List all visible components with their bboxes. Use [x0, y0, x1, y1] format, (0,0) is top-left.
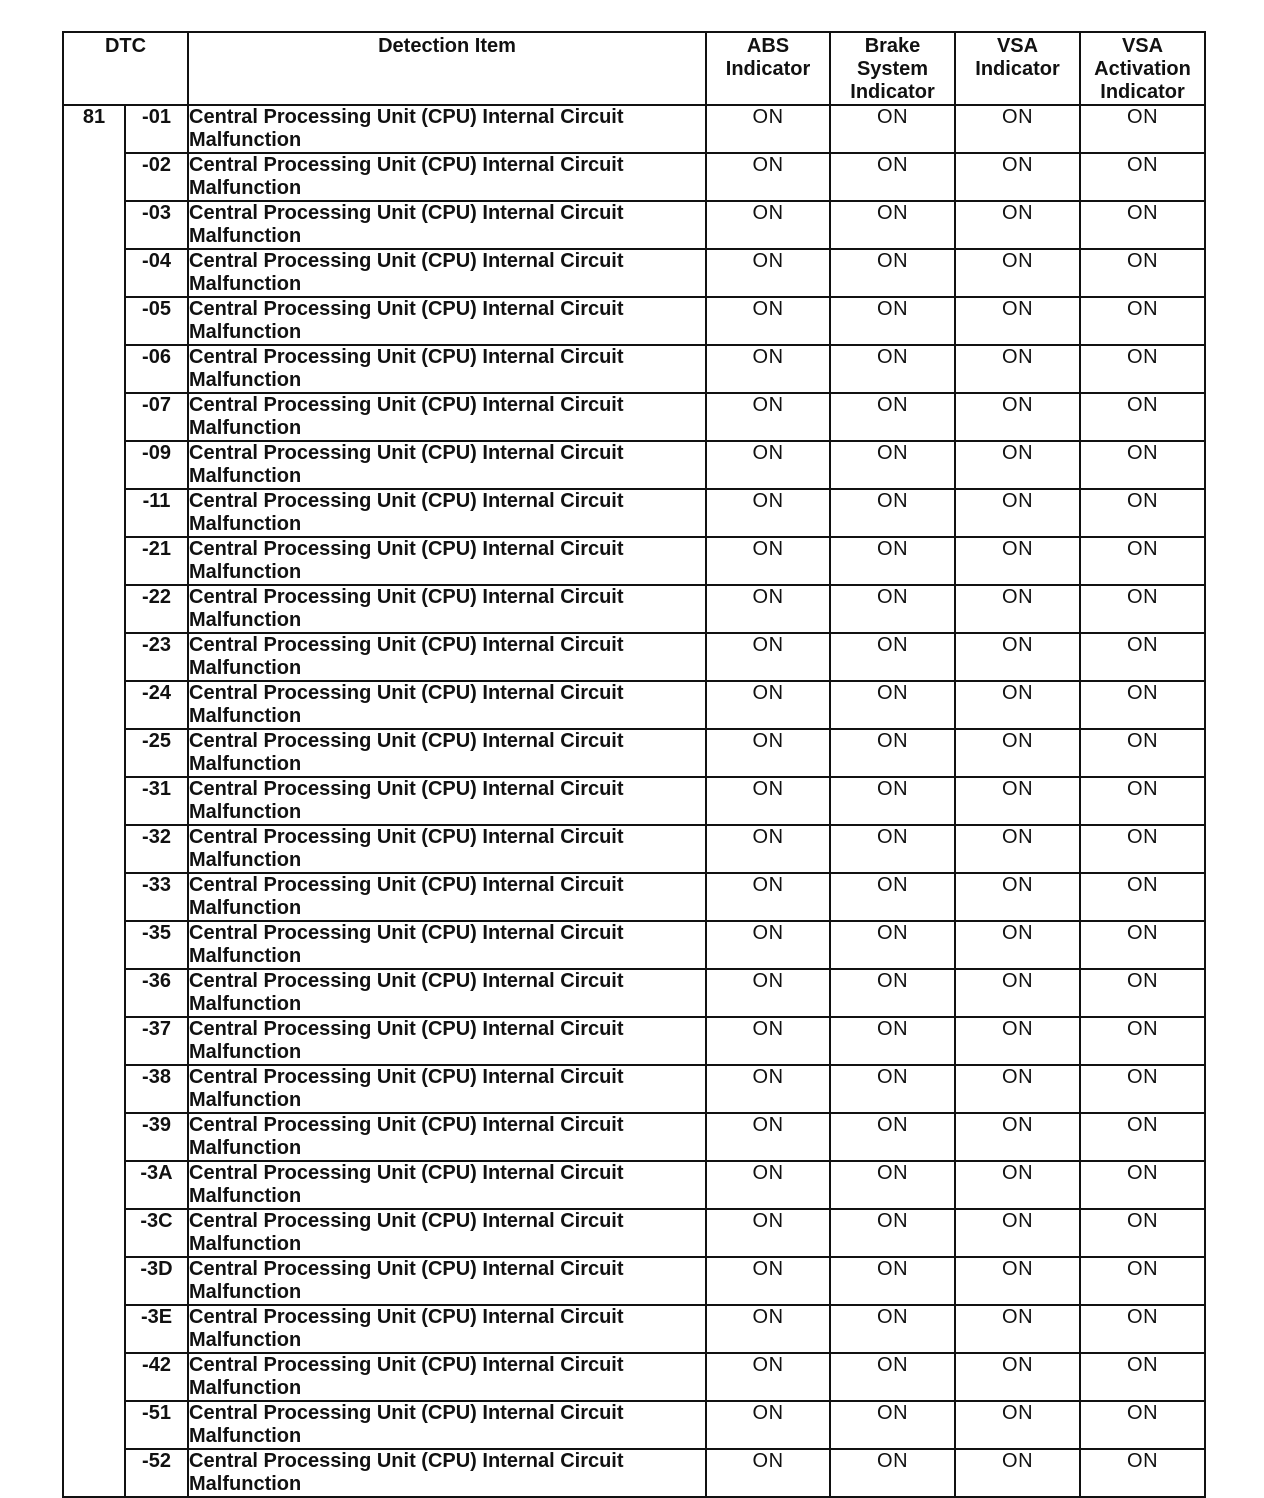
- vsa-indicator-value: ON: [955, 729, 1080, 777]
- brake-system-indicator-value: ON: [830, 1209, 955, 1257]
- table-row: [63, 1113, 1205, 1161]
- vsa-activation-indicator-value: ON: [1080, 1065, 1205, 1113]
- dtc-sub-code: -3D: [125, 1257, 188, 1305]
- brake-system-indicator-value: ON: [830, 1353, 955, 1401]
- dtc-sub-code: -07: [125, 393, 188, 441]
- dtc-sub-code: -38: [125, 1065, 188, 1113]
- vsa-activation-indicator-value: ON: [1080, 825, 1205, 873]
- dtc-sub-code: -33: [125, 873, 188, 921]
- detection-item-text: Central Processing Unit (CPU) Internal Circuit Malfunction: [188, 105, 706, 153]
- vsa-indicator-value: ON: [955, 1353, 1080, 1401]
- brake-system-indicator-value: ON: [830, 1113, 955, 1161]
- table-row: [63, 249, 1205, 297]
- table-row: [63, 1017, 1205, 1065]
- table-row: [63, 345, 1205, 393]
- vsa-indicator-value: ON: [955, 585, 1080, 633]
- vsa-activation-indicator-value: ON: [1080, 249, 1205, 297]
- abs-indicator-value: ON: [706, 345, 830, 393]
- vsa-activation-indicator-value: ON: [1080, 1257, 1205, 1305]
- vsa-indicator-value: ON: [955, 441, 1080, 489]
- vsa-indicator-value: ON: [955, 1065, 1080, 1113]
- vsa-activation-indicator-value: ON: [1080, 393, 1205, 441]
- detection-item-text: Central Processing Unit (CPU) Internal Circuit Malfunction: [188, 1449, 706, 1497]
- brake-system-indicator-value: ON: [830, 1257, 955, 1305]
- brake-system-indicator-value: ON: [830, 729, 955, 777]
- abs-indicator-value: ON: [706, 1257, 830, 1305]
- header-row: [63, 32, 1205, 105]
- detection-item-text: Central Processing Unit (CPU) Internal Circuit Malfunction: [188, 393, 706, 441]
- dtc-sub-code: -3A: [125, 1161, 188, 1209]
- table-row: [63, 1209, 1205, 1257]
- vsa-activation-indicator-value: ON: [1080, 969, 1205, 1017]
- brake-system-indicator-value: ON: [830, 1305, 955, 1353]
- detection-item-text: Central Processing Unit (CPU) Internal Circuit Malfunction: [188, 153, 706, 201]
- detection-item-text: Central Processing Unit (CPU) Internal Circuit Malfunction: [188, 1065, 706, 1113]
- vsa-indicator-value: ON: [955, 825, 1080, 873]
- detection-item-text: Central Processing Unit (CPU) Internal Circuit Malfunction: [188, 249, 706, 297]
- vsa-activation-indicator-value: ON: [1080, 1017, 1205, 1065]
- vsa-activation-indicator-value: ON: [1080, 1353, 1205, 1401]
- abs-indicator-value: ON: [706, 1353, 830, 1401]
- detection-item-text: Central Processing Unit (CPU) Internal Circuit Malfunction: [188, 825, 706, 873]
- vsa-activation-indicator-value: ON: [1080, 297, 1205, 345]
- vsa-activation-indicator-value: ON: [1080, 1113, 1205, 1161]
- dtc-table: [62, 31, 1206, 1498]
- vsa-indicator-value: ON: [955, 1161, 1080, 1209]
- dtc-sub-code: -3E: [125, 1305, 188, 1353]
- detection-item-text: Central Processing Unit (CPU) Internal Circuit Malfunction: [188, 1209, 706, 1257]
- detection-item-text: Central Processing Unit (CPU) Internal Circuit Malfunction: [188, 777, 706, 825]
- vsa-activation-indicator-value: ON: [1080, 105, 1205, 153]
- detection-item-text: Central Processing Unit (CPU) Internal Circuit Malfunction: [188, 585, 706, 633]
- brake-system-indicator-value: ON: [830, 201, 955, 249]
- vsa-indicator-value: ON: [955, 537, 1080, 585]
- brake-system-indicator-value: ON: [830, 489, 955, 537]
- vsa-indicator-value: ON: [955, 345, 1080, 393]
- brake-system-indicator-value: ON: [830, 1017, 955, 1065]
- vsa-indicator-value: ON: [955, 297, 1080, 345]
- vsa-activation-indicator-value: ON: [1080, 729, 1205, 777]
- dtc-sub-code: -39: [125, 1113, 188, 1161]
- abs-indicator-value: ON: [706, 393, 830, 441]
- detection-item-text: Central Processing Unit (CPU) Internal Circuit Malfunction: [188, 729, 706, 777]
- vsa-indicator-value: ON: [955, 1017, 1080, 1065]
- vsa-activation-indicator-value: ON: [1080, 921, 1205, 969]
- vsa-indicator-value: ON: [955, 1401, 1080, 1449]
- brake-system-indicator-value: ON: [830, 633, 955, 681]
- table-row: [63, 729, 1205, 777]
- brake-system-indicator-value: ON: [830, 825, 955, 873]
- vsa-indicator-value: ON: [955, 969, 1080, 1017]
- abs-indicator-value: ON: [706, 1401, 830, 1449]
- detection-item-text: Central Processing Unit (CPU) Internal Circuit Malfunction: [188, 1401, 706, 1449]
- vsa-activation-indicator-value: ON: [1080, 201, 1205, 249]
- brake-system-indicator-value: ON: [830, 681, 955, 729]
- abs-indicator-value: ON: [706, 1209, 830, 1257]
- brake-system-indicator-value: ON: [830, 345, 955, 393]
- table-row: [63, 537, 1205, 585]
- vsa-indicator-value: ON: [955, 1209, 1080, 1257]
- table-row: [63, 825, 1205, 873]
- abs-indicator-value: ON: [706, 537, 830, 585]
- vsa-indicator-value: ON: [955, 777, 1080, 825]
- table-row: [63, 921, 1205, 969]
- abs-indicator-value: ON: [706, 201, 830, 249]
- vsa-activation-indicator-value: ON: [1080, 777, 1205, 825]
- table-body: [63, 105, 1205, 1497]
- detection-item-text: Central Processing Unit (CPU) Internal Circuit Malfunction: [188, 297, 706, 345]
- table-row: [63, 633, 1205, 681]
- dtc-sub-code: -42: [125, 1353, 188, 1401]
- dtc-sub-code: -25: [125, 729, 188, 777]
- dtc-sub-code: -3C: [125, 1209, 188, 1257]
- vsa-activation-indicator-value: ON: [1080, 585, 1205, 633]
- detection-item-text: Central Processing Unit (CPU) Internal Circuit Malfunction: [188, 1113, 706, 1161]
- dtc-sub-code: -04: [125, 249, 188, 297]
- detection-item-text: Central Processing Unit (CPU) Internal Circuit Malfunction: [188, 1353, 706, 1401]
- detection-item-text: Central Processing Unit (CPU) Internal Circuit Malfunction: [188, 441, 706, 489]
- brake-system-indicator-value: ON: [830, 441, 955, 489]
- vsa-indicator-value: ON: [955, 681, 1080, 729]
- vsa-indicator-value: ON: [955, 153, 1080, 201]
- vsa-activation-indicator-value: ON: [1080, 441, 1205, 489]
- header-dtc: DTC: [63, 32, 188, 105]
- detection-item-text: Central Processing Unit (CPU) Internal Circuit Malfunction: [188, 1257, 706, 1305]
- vsa-indicator-value: ON: [955, 393, 1080, 441]
- vsa-indicator-value: ON: [955, 489, 1080, 537]
- brake-system-indicator-value: ON: [830, 585, 955, 633]
- abs-indicator-value: ON: [706, 777, 830, 825]
- vsa-indicator-value: ON: [955, 633, 1080, 681]
- abs-indicator-value: ON: [706, 105, 830, 153]
- header-abs-indicator: ABS Indicator: [706, 32, 830, 105]
- abs-indicator-value: ON: [706, 1305, 830, 1353]
- table-row: [63, 1065, 1205, 1113]
- table-row: [63, 1257, 1205, 1305]
- detection-item-text: Central Processing Unit (CPU) Internal Circuit Malfunction: [188, 681, 706, 729]
- abs-indicator-value: ON: [706, 873, 830, 921]
- dtc-sub-code: -09: [125, 441, 188, 489]
- dtc-sub-code: -24: [125, 681, 188, 729]
- header-vsa-indicator: VSA Indicator: [955, 32, 1080, 105]
- vsa-activation-indicator-value: ON: [1080, 489, 1205, 537]
- vsa-indicator-value: ON: [955, 1305, 1080, 1353]
- table-row: [63, 969, 1205, 1017]
- abs-indicator-value: ON: [706, 1161, 830, 1209]
- vsa-activation-indicator-value: ON: [1080, 1209, 1205, 1257]
- table-row: [63, 153, 1205, 201]
- table-row: [63, 441, 1205, 489]
- vsa-indicator-value: ON: [955, 921, 1080, 969]
- dtc-sub-code: -22: [125, 585, 188, 633]
- abs-indicator-value: ON: [706, 729, 830, 777]
- abs-indicator-value: ON: [706, 1017, 830, 1065]
- table-header: [63, 32, 1205, 105]
- dtc-sub-code: -23: [125, 633, 188, 681]
- abs-indicator-value: ON: [706, 681, 830, 729]
- dtc-sub-code: -51: [125, 1401, 188, 1449]
- brake-system-indicator-value: ON: [830, 921, 955, 969]
- vsa-indicator-value: ON: [955, 1449, 1080, 1497]
- vsa-indicator-value: ON: [955, 105, 1080, 153]
- dtc-sub-code: -31: [125, 777, 188, 825]
- brake-system-indicator-value: ON: [830, 537, 955, 585]
- dtc-sub-code: -36: [125, 969, 188, 1017]
- vsa-activation-indicator-value: ON: [1080, 1305, 1205, 1353]
- brake-system-indicator-value: ON: [830, 1065, 955, 1113]
- vsa-activation-indicator-value: ON: [1080, 1449, 1205, 1497]
- table-row: [63, 585, 1205, 633]
- brake-system-indicator-value: ON: [830, 777, 955, 825]
- detection-item-text: Central Processing Unit (CPU) Internal Circuit Malfunction: [188, 489, 706, 537]
- abs-indicator-value: ON: [706, 825, 830, 873]
- brake-system-indicator-value: ON: [830, 153, 955, 201]
- dtc-sub-code: -01: [125, 105, 188, 153]
- abs-indicator-value: ON: [706, 633, 830, 681]
- header-brake-system-indicator: Brake System Indicator: [830, 32, 955, 105]
- brake-system-indicator-value: ON: [830, 1401, 955, 1449]
- dtc-sub-code: -35: [125, 921, 188, 969]
- vsa-indicator-value: ON: [955, 1113, 1080, 1161]
- brake-system-indicator-value: ON: [830, 297, 955, 345]
- table-row: [63, 297, 1205, 345]
- table-row: [63, 201, 1205, 249]
- abs-indicator-value: ON: [706, 489, 830, 537]
- dtc-main-code: 81: [63, 105, 125, 1497]
- vsa-indicator-value: ON: [955, 1257, 1080, 1305]
- brake-system-indicator-value: ON: [830, 105, 955, 153]
- detection-item-text: Central Processing Unit (CPU) Internal Circuit Malfunction: [188, 873, 706, 921]
- dtc-sub-code: -32: [125, 825, 188, 873]
- table-row: [63, 105, 1205, 153]
- table-row: [63, 489, 1205, 537]
- detection-item-text: Central Processing Unit (CPU) Internal Circuit Malfunction: [188, 921, 706, 969]
- abs-indicator-value: ON: [706, 1449, 830, 1497]
- abs-indicator-value: ON: [706, 153, 830, 201]
- dtc-sub-code: -05: [125, 297, 188, 345]
- dtc-sub-code: -03: [125, 201, 188, 249]
- vsa-activation-indicator-value: ON: [1080, 345, 1205, 393]
- header-vsa-activation-indicator: VSA Activation Indicator: [1080, 32, 1205, 105]
- abs-indicator-value: ON: [706, 441, 830, 489]
- brake-system-indicator-value: ON: [830, 1161, 955, 1209]
- abs-indicator-value: ON: [706, 921, 830, 969]
- table-row: [63, 777, 1205, 825]
- table-row: [63, 1401, 1205, 1449]
- abs-indicator-value: ON: [706, 585, 830, 633]
- vsa-activation-indicator-value: ON: [1080, 1161, 1205, 1209]
- abs-indicator-value: ON: [706, 1065, 830, 1113]
- table-row: [63, 1161, 1205, 1209]
- vsa-activation-indicator-value: ON: [1080, 1401, 1205, 1449]
- dtc-sub-code: -02: [125, 153, 188, 201]
- abs-indicator-value: ON: [706, 969, 830, 1017]
- detection-item-text: Central Processing Unit (CPU) Internal Circuit Malfunction: [188, 633, 706, 681]
- dtc-sub-code: -21: [125, 537, 188, 585]
- detection-item-text: Central Processing Unit (CPU) Internal Circuit Malfunction: [188, 537, 706, 585]
- detection-item-text: Central Processing Unit (CPU) Internal Circuit Malfunction: [188, 1017, 706, 1065]
- vsa-indicator-value: ON: [955, 201, 1080, 249]
- dtc-sub-code: -11: [125, 489, 188, 537]
- detection-item-text: Central Processing Unit (CPU) Internal Circuit Malfunction: [188, 1305, 706, 1353]
- vsa-activation-indicator-value: ON: [1080, 873, 1205, 921]
- brake-system-indicator-value: ON: [830, 1449, 955, 1497]
- brake-system-indicator-value: ON: [830, 873, 955, 921]
- brake-system-indicator-value: ON: [830, 969, 955, 1017]
- detection-item-text: Central Processing Unit (CPU) Internal Circuit Malfunction: [188, 1161, 706, 1209]
- vsa-indicator-value: ON: [955, 249, 1080, 297]
- vsa-activation-indicator-value: ON: [1080, 153, 1205, 201]
- vsa-activation-indicator-value: ON: [1080, 681, 1205, 729]
- abs-indicator-value: ON: [706, 297, 830, 345]
- table-row: [63, 393, 1205, 441]
- abs-indicator-value: ON: [706, 1113, 830, 1161]
- table-row: [63, 873, 1205, 921]
- abs-indicator-value: ON: [706, 249, 830, 297]
- dtc-sub-code: -52: [125, 1449, 188, 1497]
- vsa-indicator-value: ON: [955, 873, 1080, 921]
- brake-system-indicator-value: ON: [830, 393, 955, 441]
- brake-system-indicator-value: ON: [830, 249, 955, 297]
- detection-item-text: Central Processing Unit (CPU) Internal Circuit Malfunction: [188, 345, 706, 393]
- vsa-activation-indicator-value: ON: [1080, 633, 1205, 681]
- table-row: [63, 1353, 1205, 1401]
- detection-item-text: Central Processing Unit (CPU) Internal Circuit Malfunction: [188, 201, 706, 249]
- table-row: [63, 1305, 1205, 1353]
- dtc-sub-code: -06: [125, 345, 188, 393]
- header-detection-item: Detection Item: [188, 32, 706, 105]
- dtc-sub-code: -37: [125, 1017, 188, 1065]
- vsa-activation-indicator-value: ON: [1080, 537, 1205, 585]
- detection-item-text: Central Processing Unit (CPU) Internal Circuit Malfunction: [188, 969, 706, 1017]
- table-row: [63, 681, 1205, 729]
